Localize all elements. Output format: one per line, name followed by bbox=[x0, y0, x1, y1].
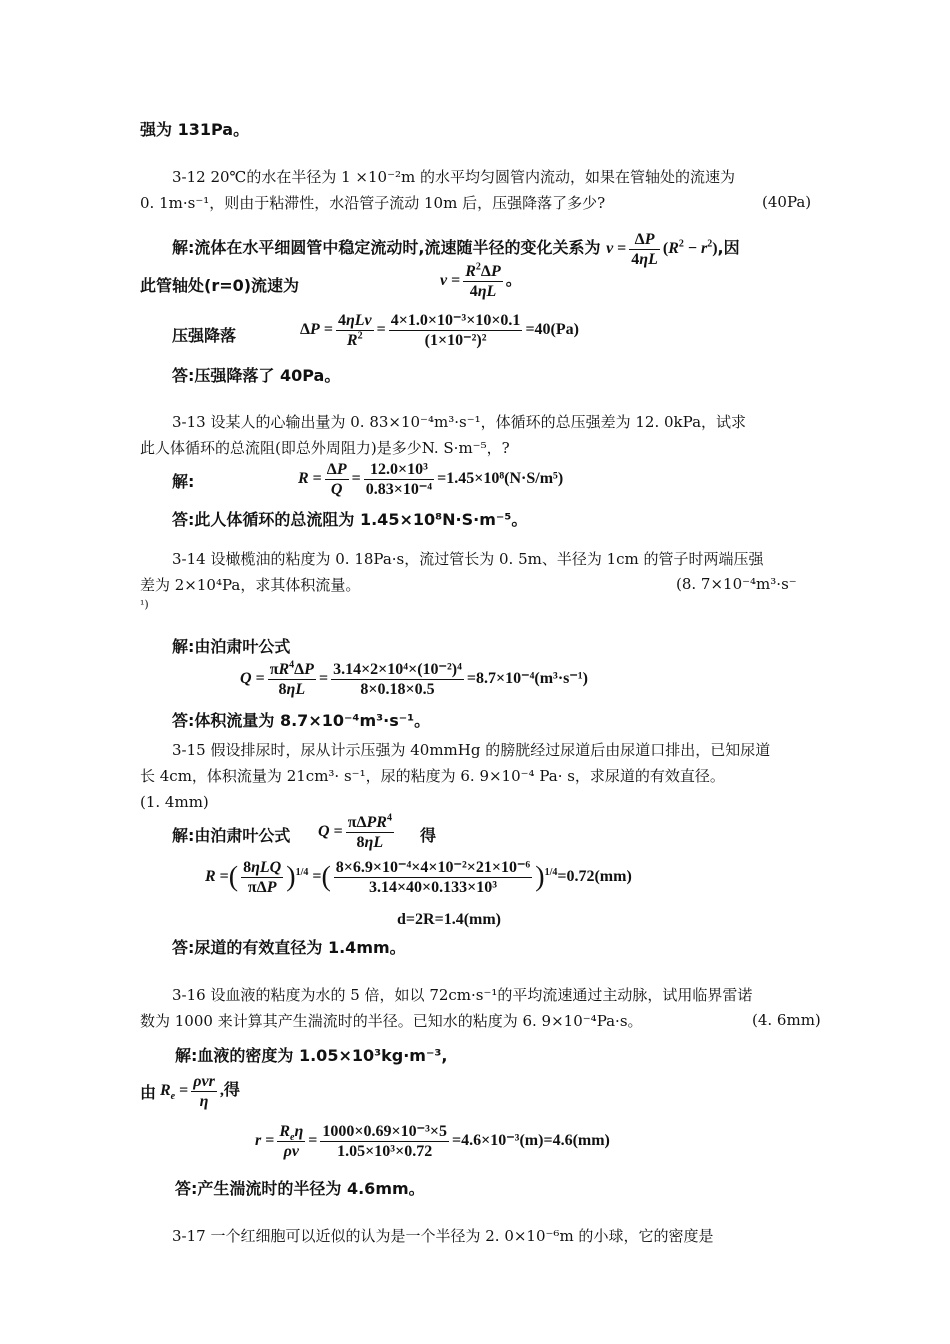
flow-result: =8.7×10⁻⁴(m³·s⁻¹) bbox=[466, 670, 588, 688]
problem-3-16-line1: 3-16 设血液的粘度为水的 5 倍，如以 72cm·s⁻¹的平均流速通过主动脉，试用临界雷诺 bbox=[172, 986, 753, 1004]
pressure-drop-label: 压强降落 bbox=[172, 326, 237, 345]
turbulence-radius-equation: r = $\frac{R_e\eta}{\rho v}$ = $\frac{\text{1000×0.69×10⁻³×5}}{\text{1.05×10³×0.72}}$ =4.6×10⁻³(m)=4.6(mm) bbox=[255, 1123, 610, 1160]
problem-3-15-line3: (1. 4mm) bbox=[140, 793, 209, 811]
solution-text: 解:流体在水平细圆管中稳定流动时,流速随半径的变化关系为 bbox=[172, 238, 601, 258]
flow-numerator: 3.14×2×10⁴×(10⁻²)⁴ bbox=[333, 661, 462, 678]
resistance-result: =1.45×10⁸(N·S/m⁵) bbox=[437, 470, 564, 488]
problem-3-12-axis-label: 此管轴处(r=0)流速为 bbox=[140, 276, 300, 295]
drop-numerator: 4×1.0×10⁻³×10×0.1 bbox=[390, 312, 521, 329]
radius-numerator: 8×6.9×10⁻⁴×4×10⁻²×21×10⁻⁶ bbox=[335, 859, 531, 876]
problem-3-14-line2: 差为 2×10⁴Pa，求其体积流量。 bbox=[140, 576, 361, 594]
reynolds-prefix: 由 bbox=[140, 1083, 157, 1102]
problem-3-15-line1: 3-15 假设排尿时，尿从计示压强为 40mmHg 的膀胱经过尿道后由尿道口排出，已知尿道 bbox=[172, 741, 771, 759]
radius-denominator: 3.14×40×0.133×10³ bbox=[368, 879, 498, 896]
solution-suffix: ,因 bbox=[717, 238, 740, 258]
problem-3-16-answer-hint: (4. 6mm) bbox=[752, 1011, 821, 1029]
resistance-numerator: 12.0×10³ bbox=[364, 460, 434, 480]
flow-rate-equation: Q = $\frac{\pi R^4\Delta P}{8\eta L}$ = $\frac{\text{3.14×2×10⁴×(10⁻²)⁴}}{8\times 0.18\times 0.5}$ =8.7×10⁻⁴(m³·s⁻¹) bbox=[240, 659, 588, 698]
problem-3-13-solution-label: 解: bbox=[172, 472, 195, 491]
problem-3-17-line1: 3-17 一个红细胞可以近似的认为是一个半径为 2. 0×10⁻⁶m 的小球，它的密度是 bbox=[172, 1227, 714, 1245]
problem-3-14-answer-hint: (8. 7×10⁻⁴m³·s⁻ bbox=[676, 575, 797, 593]
problem-3-14-conclusion: 答:体积流量为 8.7×10⁻⁴m³·s⁻¹。 bbox=[172, 711, 431, 730]
velocity-formula: v = $\frac{\Delta P}{4\eta L}$ $(R^2 - r^2)$ bbox=[606, 231, 718, 268]
problem-3-16-solution: 解:血液的密度为 1.05×10³kg·m⁻³, bbox=[175, 1046, 448, 1065]
problem-3-14-line1: 3-14 设橄榄油的粘度为 0. 18Pa·s，流过管长为 0. 5m、半径为 1cm 的管子时两端压强 bbox=[172, 550, 764, 568]
problem-3-12-line2: 0. 1m·s⁻¹，则由于粘滞性，水沿管子流动 10m 后，压强降落了多少? bbox=[140, 194, 606, 212]
poiseuille-formula: Q = $\frac{\pi\Delta PR^4}{8\eta L}$ bbox=[318, 812, 392, 851]
turbulence-result: =4.6×10⁻³(m)=4.6(mm) bbox=[451, 1132, 610, 1150]
resistance-denominator: 0.83×10⁻⁴ bbox=[365, 481, 433, 498]
diameter-equation: d=2R=1.4(mm) bbox=[397, 911, 501, 928]
problem-3-16-line2: 数为 1000 来计算其产生湍流时的半径。已知水的粘度为 6. 9×10⁻⁴Pa·s。 bbox=[140, 1012, 643, 1030]
problem-3-12-line1: 3-12 20℃的水在半径为 1 ×10⁻²m 的水平均匀圆管内流动，如果在管轴处的流速为 bbox=[172, 168, 735, 186]
problem-3-13-line1: 3-13 设某人的心输出量为 0. 83×10⁻⁴m³·s⁻¹，体循环的总压强差为 12. 0kPa，试求 bbox=[172, 413, 747, 431]
problem-3-14-answer-hint-tail: ¹) bbox=[140, 598, 149, 611]
radius-equation: R =( $\frac{\text{8ηLQ}}{\text{πΔP}}$ )$^{1/4}$ =( $\frac{\text{8×6.9×10⁻⁴×4×10⁻²×21×10⁻⁶}}{\text{3.14×40×0.133×10³}}$ )$^{1/4}$=0.72(mm) bbox=[205, 859, 632, 896]
problem-3-12-answer-hint: (40Pa) bbox=[762, 193, 812, 211]
problem-3-15-line2: 长 4cm，体积流量为 21cm³· s⁻¹，尿的粘度为 6. 9×10⁻⁴ Pa· s，求尿道的有效直径。 bbox=[140, 767, 725, 785]
reynolds-formula: $R_e$ = $\frac{\text{ρvr}}{\eta}$ ,得 bbox=[160, 1073, 240, 1110]
drop-result: =40(Pa) bbox=[525, 321, 579, 339]
problem-3-13-conclusion: 答:此人体循环的总流阻为 1.45×10⁸N·S·m⁻⁵。 bbox=[172, 510, 528, 529]
turbulence-denominator: 1.05×10³×0.72 bbox=[337, 1143, 433, 1160]
problem-3-13-line2: 此人体循环的总流阻(即总外周阻力)是多少N. S·m⁻⁵，? bbox=[140, 439, 510, 457]
problem-3-14-solution-label: 解:由泊肃叶公式 bbox=[172, 637, 291, 656]
reynolds-suffix: ,得 bbox=[219, 1082, 240, 1100]
problem-3-15-conclusion: 答:尿道的有效直径为 1.4mm。 bbox=[172, 938, 406, 957]
previous-answer-tail: 强为 131Pa。 bbox=[140, 120, 250, 139]
resistance-equation: R = $\frac{\Delta P}{Q}$ = $\frac{\text{12.0×10³}}{\text{0.83×10⁻⁴}}$ =1.45×10⁸(N·S/m⁵) bbox=[298, 461, 564, 498]
axis-suffix: 。 bbox=[505, 272, 522, 290]
drop-denominator: (1×10⁻²)² bbox=[424, 332, 487, 349]
problem-3-15-solution-label: 解:由泊肃叶公式 bbox=[172, 826, 291, 845]
problem-3-12-conclusion: 答:压强降落了 40Pa。 bbox=[172, 366, 341, 385]
pressure-drop-equation: ΔP = $\frac{\text{4ηLv}}{R^2}$ = $\frac{\text{4×1.0×10⁻³×10×0.1}}{\text{(1×10⁻²)²}}$ =40(Pa) bbox=[300, 312, 579, 349]
radius-result: =0.72(mm) bbox=[557, 868, 632, 886]
axis-velocity-formula: v = $\frac{R^2\Delta P}{4\eta L}$ 。 bbox=[440, 261, 522, 300]
problem-3-15-solution-suffix: 得 bbox=[420, 826, 437, 845]
problem-3-16-conclusion: 答:产生湍流时的半径为 4.6mm。 bbox=[175, 1179, 425, 1198]
turbulence-numerator: 1000×0.69×10⁻³×5 bbox=[322, 1123, 447, 1140]
flow-denominator: 8×0.18×0.5 bbox=[360, 681, 435, 698]
